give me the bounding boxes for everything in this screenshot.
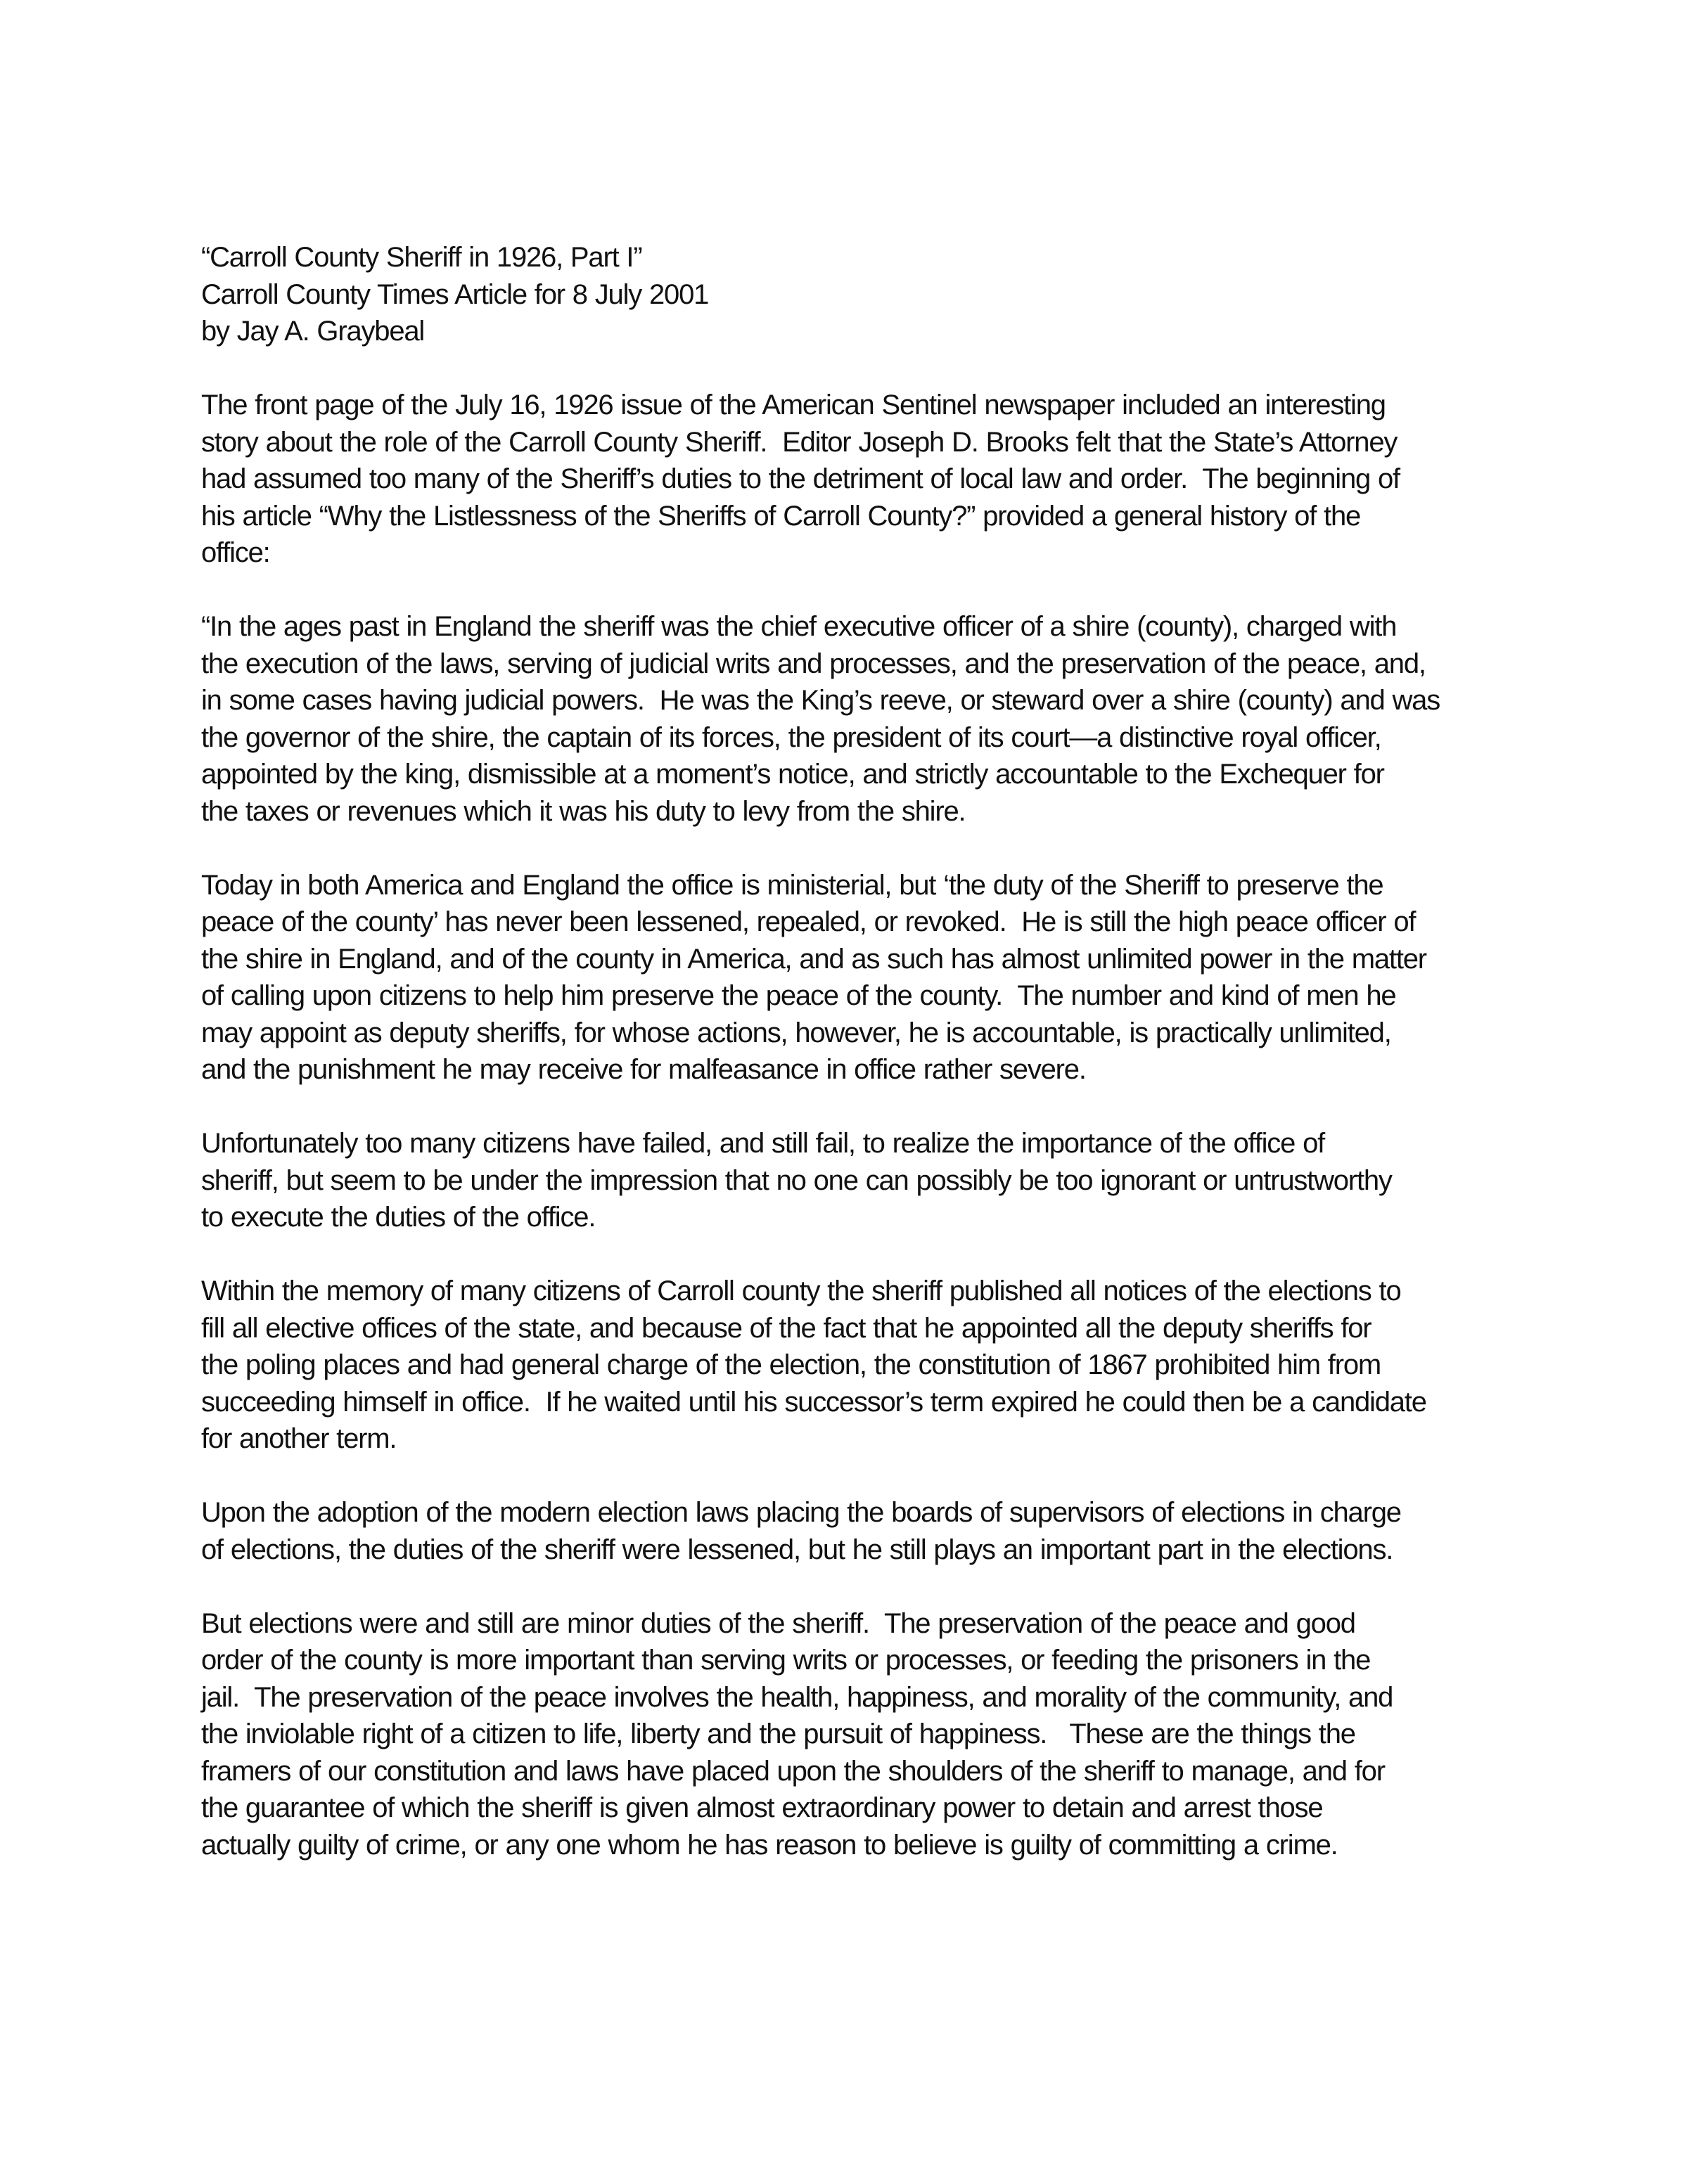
text-line: Within the memory of many citizens of Carroll county the sheriff published all notices of the elections to	[201, 1276, 1401, 1306]
text-line: Today in both America and England the office is ministerial, but ‘the duty of the Sheriff to preserve the	[201, 869, 1383, 901]
document-page	[201, 239, 1523, 1863]
text-line: the governor of the shire, the captain of its forces, the president of its court—a distinctive royal officer,	[201, 721, 1381, 753]
text-line: framers of our constitution and laws have placed upon the shoulders of the sheriff to manage, and for	[201, 1755, 1385, 1787]
spacer	[201, 830, 1523, 867]
text-line: office:	[201, 537, 270, 568]
text-line: actually guilty of crime, or any one whom he has reason to believe is guilty of committing a crime.	[201, 1829, 1338, 1861]
text-line: sheriff, but seem to be under the impression that no one can possibly be too ignorant or untrustworthy	[201, 1164, 1392, 1196]
text-line: his article “Why the Listlessness of the Sheriffs of Carroll County?” provided a general history of the	[201, 500, 1361, 532]
text-line: the poling places and had general charge of the election, the constitution of 1867 prohibited him from	[201, 1349, 1381, 1380]
paragraph-england-history	[201, 608, 1523, 830]
text-line: appointed by the king, dismissible at a moment’s notice, and strictly accountable to the Exchequer for	[201, 759, 1384, 790]
text-line: the execution of the laws, serving of judicial writs and processes, and the preservation of the peace, and,	[201, 648, 1426, 679]
spacer	[201, 1568, 1523, 1605]
paragraph-intro	[201, 387, 1523, 572]
text-line: for another term.	[201, 1423, 397, 1454]
paragraph-elections-memory	[201, 1273, 1523, 1458]
spacer	[201, 350, 1523, 387]
text-line: the inviolable right of a citizen to life, liberty and the pursuit of happiness. These are the things the	[201, 1719, 1355, 1749]
text-line: order of the county is more important than serving writs or processes, or feeding the prisoners in the	[201, 1645, 1371, 1676]
paragraph-unfortunately	[201, 1125, 1523, 1236]
text-line: “In the ages past in England the sheriff was the chief executive officer of a shire (county), charged with	[201, 611, 1397, 642]
article-header	[201, 239, 1523, 350]
spacer	[201, 1458, 1523, 1495]
text-line: may appoint as deputy sheriffs, for whose actions, however, he is accountable, is practically unlimited,	[201, 1017, 1391, 1048]
article-title: “Carroll County Sheriff in 1926, Part I”	[201, 242, 642, 273]
text-line: of elections, the duties of the sheriff were lessened, but he still plays an important part in the elections.	[201, 1534, 1393, 1565]
paragraph-preservation-of-peace	[201, 1605, 1523, 1864]
text-line: Unfortunately too many citizens have failed, and still fail, to realize the importance of the office of	[201, 1128, 1325, 1159]
spacer	[201, 1236, 1523, 1273]
spacer	[201, 572, 1523, 609]
text-line: had assumed too many of the Sheriff’s duties to the detriment of local law and order. The beginning of	[201, 463, 1400, 494]
text-line: peace of the county’ has never been lessened, repealed, or revoked. He is still the high peace officer of	[201, 906, 1416, 937]
text-line: story about the role of the Carroll County Sheriff. Editor Joseph D. Brooks felt that the State’s Attorney	[201, 426, 1398, 458]
spacer	[201, 1088, 1523, 1126]
text-line: the guarantee of which the sheriff is given almost extraordinary power to detain and arrest those	[201, 1792, 1323, 1823]
paragraph-modern-laws	[201, 1494, 1523, 1568]
text-line: in some cases having judicial powers. He was the King’s reeve, or steward over a shire (county) and was	[201, 685, 1440, 716]
text-line: Upon the adoption of the modern election laws placing the boards of supervisors of elections in charge	[201, 1497, 1401, 1528]
text-line: and the punishment he may receive for malfeasance in office rather severe.	[201, 1054, 1086, 1085]
text-line: of calling upon citizens to help him preserve the peace of the county. The number and kind of men he	[201, 980, 1396, 1011]
text-line: the shire in England, and of the county in America, and as such has almost unlimited power in the matter	[201, 943, 1426, 975]
text-line: jail. The preservation of the peace involves the health, happiness, and morality of the community, and	[201, 1681, 1393, 1713]
text-line: fill all elective offices of the state, and because of the fact that he appointed all the deputy sheriffs for	[201, 1312, 1372, 1344]
paragraph-today	[201, 867, 1523, 1088]
text-line: to execute the duties of the office.	[201, 1202, 596, 1233]
text-line: But elections were and still are minor duties of the sheriff. The preservation of the peace and good	[201, 1607, 1355, 1639]
text-line: The front page of the July 16, 1926 issue of the American Sentinel newspaper included an interesting	[201, 390, 1386, 420]
byline: by Jay A. Graybeal	[201, 316, 425, 347]
publication-line: Carroll County Times Article for 8 July 2001	[201, 278, 709, 310]
text-line: the taxes or revenues which it was his duty to levy from the shire.	[201, 795, 966, 827]
text-line: succeeding himself in office. If he waited until his successor’s term expired he could then be a candidate	[201, 1386, 1426, 1418]
